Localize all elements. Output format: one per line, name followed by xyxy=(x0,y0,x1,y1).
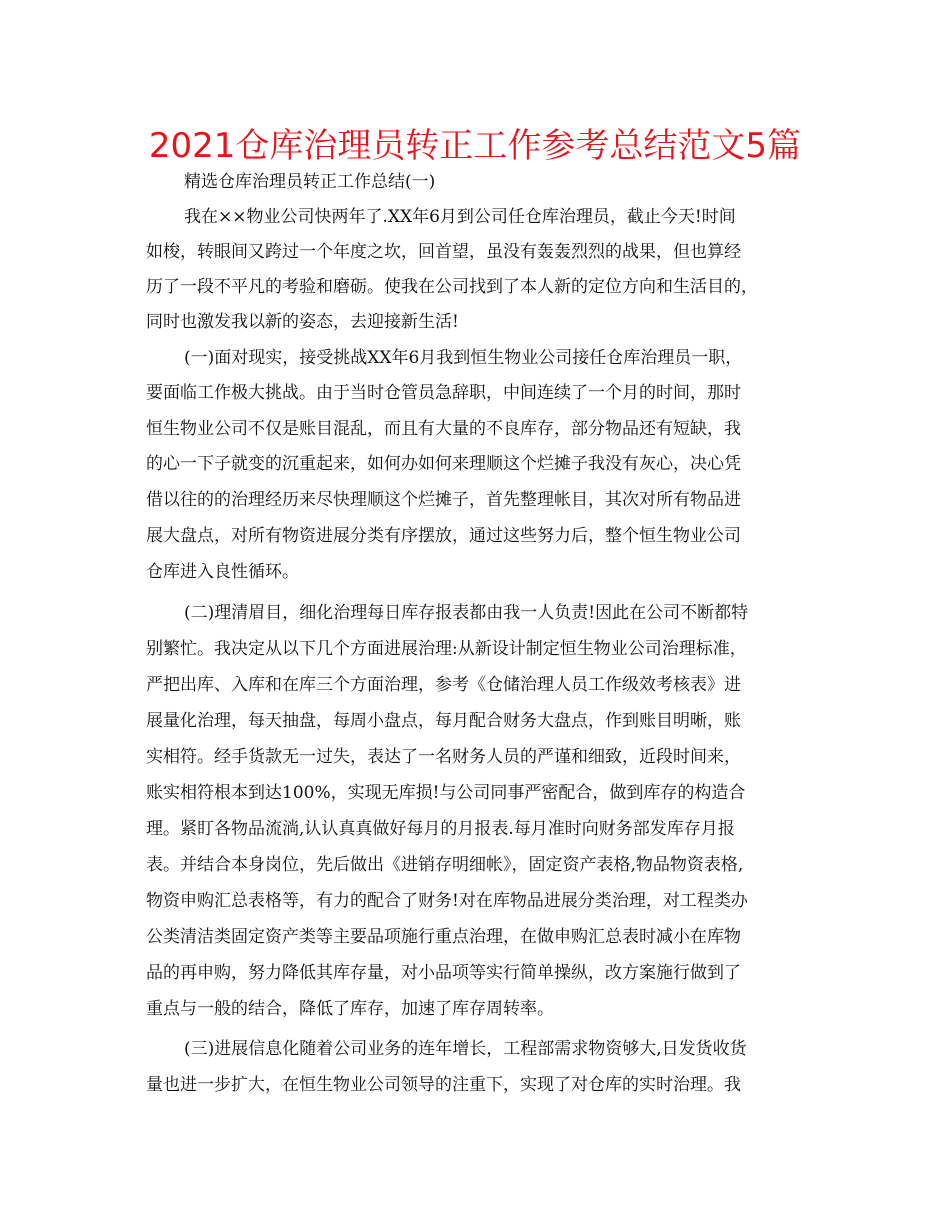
section-subtitle: 精选仓库治理员转正工作总结(一) xyxy=(184,172,436,192)
text-line: 重点与一般的结合，降低了库存，加速了库存周转率。 xyxy=(146,999,554,1019)
text-line: 物资申购汇总表格等，有力的配合了财务!对在库物品进展分类治理，对工程类办 xyxy=(146,891,748,911)
text-line: 历了一段不平凡的考验和磨砺。使我在公司找到了本人新的定位方向和生活目的， xyxy=(146,277,758,297)
text-line: 恒生物业公司不仅是账目混乱，而且有大量的不良库存，部分物品还有短缺，我 xyxy=(146,419,741,439)
text-line: (一)面对现实，接受挑战XX年6月我到恒生物业公司接任仓库治理员一职， xyxy=(184,348,743,368)
text-line: 品的再申购，努力降低其库存量，对小品项等实行简单操纵，改方案施行做到了 xyxy=(146,963,741,983)
text-line: 的心一下子就变的沉重起来，如何办如何来理顺这个烂摊子我没有灰心，决心凭 xyxy=(146,454,741,474)
text-line: 理。紧盯各物品流淌,认认真真做好每月的月报表.每月准时向财务部发库存月报 xyxy=(146,819,735,839)
text-line: 严把出库、入库和在库三个方面治理，参考《仓储治理人员工作级效考核表》进 xyxy=(146,675,741,695)
text-line: 账实相符根本到达100%，实现无库损!与公司同事严密配合，做到库存的构造合 xyxy=(146,783,746,803)
text-line: 借以往的的治理经历来尽快理顺这个烂摊子，首先整理帐目，其次对所有物品进 xyxy=(146,490,741,510)
text-line: 如梭，转眼间又跨过一个年度之坎，回首望，虽没有轰轰烈烈的战果，但也算经 xyxy=(146,242,741,262)
text-line: 我在××物业公司快两年了.XX年6月到公司任仓库治理员，截止今天!时间 xyxy=(184,207,736,227)
text-line: 仓库进入良性循环。 xyxy=(146,562,299,582)
text-line: 别繁忙。我决定从以下几个方面进展治理:从新设计制定恒生物业公司治理标准， xyxy=(146,639,747,659)
text-line: (三)进展信息化随着公司业务的连年增长，工程部需求物资够大,日发货收货 xyxy=(184,1039,747,1059)
text-line: 公类清洁类固定资产类等主要品项施行重点治理，在做申购汇总表时减小在库物 xyxy=(146,927,741,947)
text-line: 展量化治理，每天抽盘，每周小盘点，每月配合财务大盘点，作到账目明晰，账 xyxy=(146,711,741,731)
text-line: 表。并结合本身岗位，先后做出《进销存明细帐》，固定资产表格,物品物资表格, xyxy=(146,855,744,875)
text-line: (二)理清眉目，细化治理每日库存报表都由我一人负责!因此在公司不断都特 xyxy=(184,603,749,623)
text-line: 同时也激发我以新的姿态，去迎接新生活! xyxy=(146,312,459,332)
text-line: 量也进一步扩大，在恒生物业公司领导的注重下，实现了对仓库的实时治理。我 xyxy=(146,1075,741,1095)
text-line: 展大盘点，对所有物资进展分类有序摆放，通过这些努力后，整个恒生物业公司 xyxy=(146,526,741,546)
document-title: 2021仓库治理员转正工作参考总结范文5篇 xyxy=(148,126,802,166)
text-line: 要面临工作极大挑战。由于当时仓管员急辞职，中间连续了一个月的时间，那时 xyxy=(146,383,741,403)
text-line: 实相符。经手货款无一过失，表达了一名财务人员的严谨和细致，近段时间来， xyxy=(146,747,741,767)
